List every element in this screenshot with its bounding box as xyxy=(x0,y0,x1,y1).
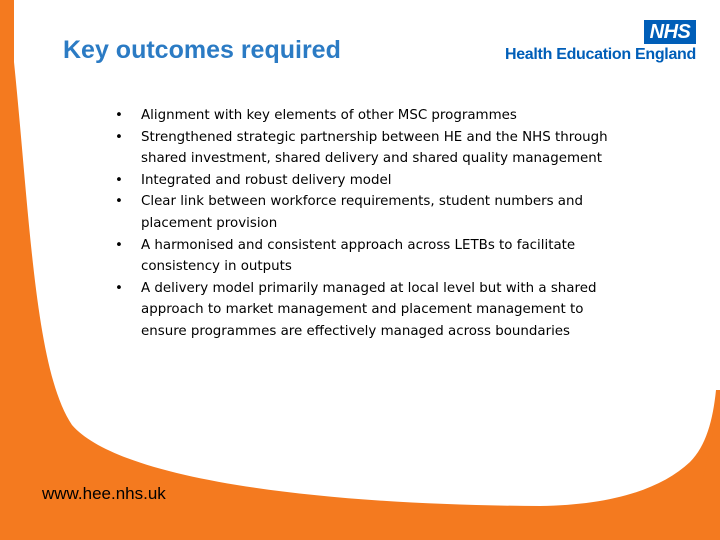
bullet-marker: • xyxy=(115,172,123,188)
bullet-marker: • xyxy=(115,280,123,296)
list-item-text: A harmonised and consistent approach across LETBs to facilitate consistency in outputs xyxy=(141,237,576,275)
list-item-text: A delivery model primarily managed at local level but with a shared approach to market management and placement management to ensure programmes are effectively managed across boundaries xyxy=(141,280,597,339)
bullet-marker: • xyxy=(115,237,123,253)
list-item-text: Integrated and robust delivery model xyxy=(141,172,392,188)
organisation-name: Health Education England xyxy=(504,46,696,63)
list-item xyxy=(113,278,633,343)
list-item xyxy=(113,127,633,170)
list-item-text: Strengthened strategic partnership between HE and the NHS through shared investment, shared delivery and shared quality management xyxy=(141,129,608,167)
list-item xyxy=(113,170,633,192)
bullet-marker: • xyxy=(115,194,123,210)
slide-title: Key outcomes required xyxy=(63,36,341,64)
footer-url[interactable]: www.hee.nhs.uk xyxy=(42,484,166,503)
list-item-text: Alignment with key elements of other MSC programmes xyxy=(141,108,517,123)
list-item xyxy=(113,191,633,234)
list-item xyxy=(113,235,633,278)
bullet-marker: • xyxy=(115,108,123,123)
nhs-badge: NHS xyxy=(644,20,696,44)
hee-logo xyxy=(496,20,696,68)
outcomes-list xyxy=(113,105,633,343)
bullet-marker: • xyxy=(115,129,123,145)
list-item-text: Clear link between workforce requirements, student numbers and placement provision xyxy=(141,194,584,231)
list-item xyxy=(113,105,633,127)
